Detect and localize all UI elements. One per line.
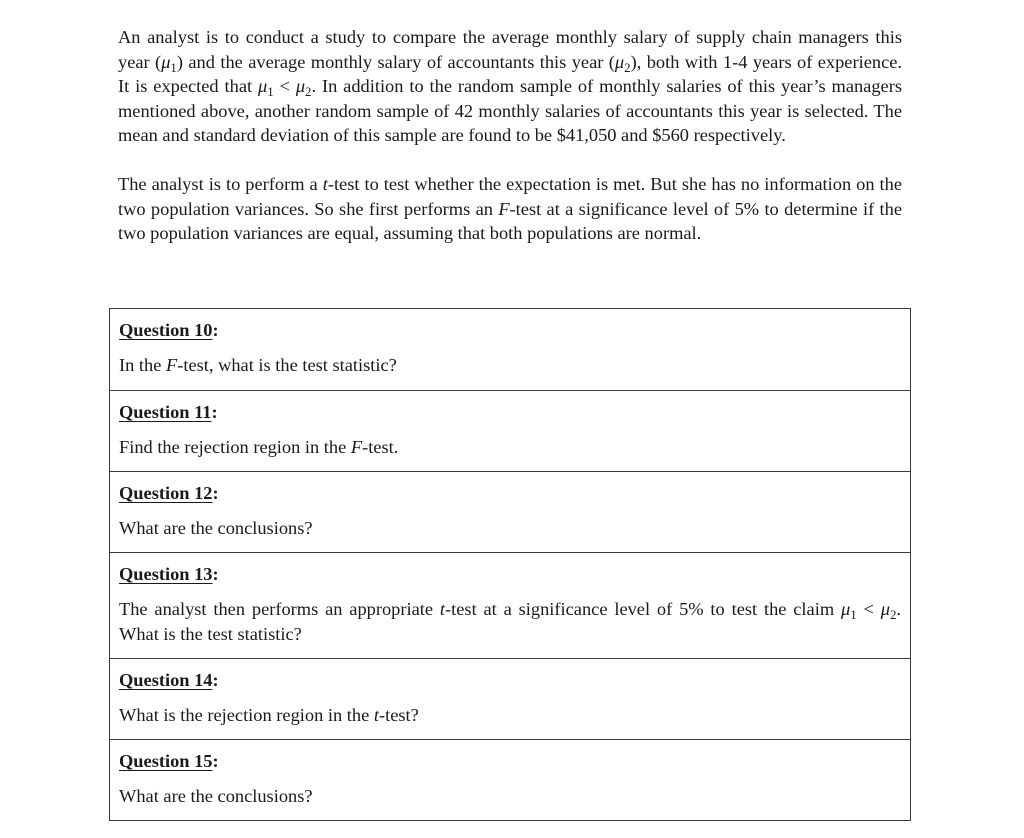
question-14-title: Question 14:	[119, 670, 219, 690]
question-15-title: Question 15:	[119, 751, 219, 771]
question-15-cell	[110, 739, 910, 820]
question-14-cell	[110, 658, 910, 739]
question-10-title: Question 10:	[119, 320, 219, 340]
question-10-text: In the F-test, what is the test statistic?	[119, 355, 397, 375]
question-13-title: Question 13:	[119, 564, 219, 584]
intro-paragraph-2	[118, 172, 902, 246]
intro-text: ) and the average monthly salary of accountants this year (	[176, 51, 615, 72]
intro-paragraph-1	[118, 25, 902, 148]
intro-text: An analyst is to conduct a study to compare the average monthly salary of supply chain managers this year (	[118, 27, 902, 72]
intro-text: -test to test whether the expectation is met. But she has no information on the two population variances. So she first performs an	[118, 173, 903, 219]
question-12-title: Question 12:	[119, 483, 219, 503]
intro-text: ), both with 1-4 years of experience. It is expected that	[118, 51, 902, 97]
hypothesis-expression: $\mu_1 < \mu_2$	[257, 76, 312, 100]
question-10-cell	[110, 309, 910, 390]
mu2-symbol: $\mu_2$	[614, 51, 631, 75]
question-11-cell	[110, 390, 910, 471]
problem-intro	[118, 25, 902, 246]
t-variable: t	[322, 173, 328, 194]
question-14-text: What is the rejection region in the t-test?	[119, 705, 419, 725]
question-13-text: The analyst then performs an appropriate t-test at a significance level of 5% to test the claim $\mu_1 < \mu_2$. What is the test statistic?	[119, 599, 901, 644]
questions-table	[109, 308, 911, 821]
question-11-title: Question 11:	[119, 402, 218, 422]
question-12-cell	[110, 471, 910, 552]
mu1-symbol: $\mu_1$	[161, 51, 177, 75]
intro-text: The analyst is to perform a	[118, 173, 323, 194]
question-13-cell	[110, 552, 910, 658]
f-variable: F	[498, 198, 510, 219]
intro-text: . In addition to the random sample of monthly salaries of this year’s managers mentioned above, another random sample of 42 monthly salaries of accountants this year is selected. The mean and standard deviation of this sample are found to be $41,050 and $560 respectively.	[118, 76, 902, 146]
question-11-text: Find the rejection region in the F-test.	[119, 437, 399, 457]
question-12-text: What are the conclusions?	[119, 518, 313, 538]
claim-expression: $\mu_1 < \mu_2$	[840, 599, 897, 622]
intro-text: -test at a significance level of 5% to determine if the two population variances are equal, assuming that both populations are normal.	[118, 198, 902, 244]
question-15-text: What are the conclusions?	[119, 786, 313, 806]
